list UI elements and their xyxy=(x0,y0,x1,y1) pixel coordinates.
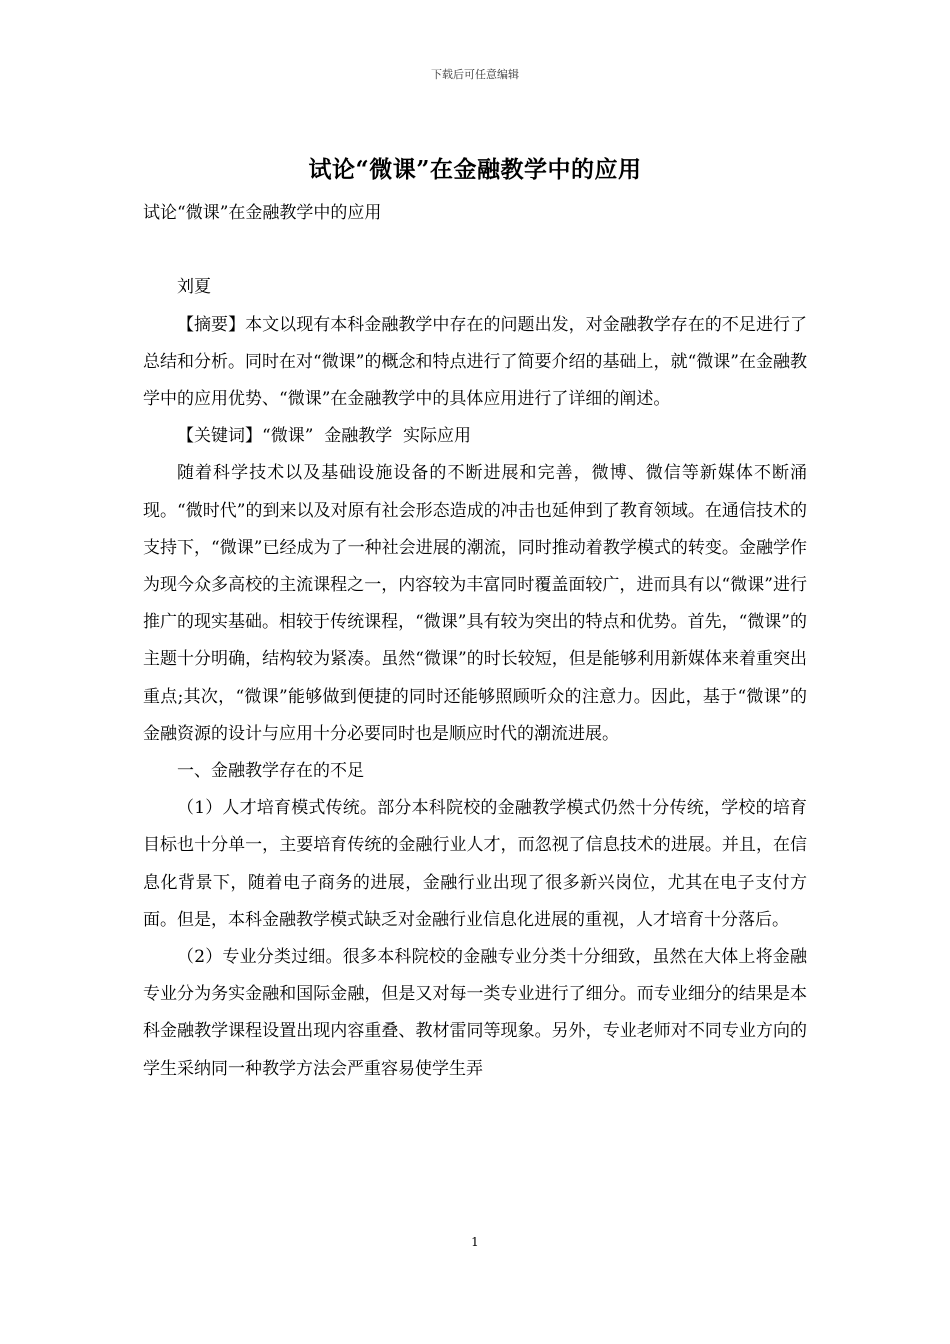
author-name: 刘夏 xyxy=(177,277,211,298)
document-subtitle: 试论“微课”在金融教学中的应用 xyxy=(143,203,382,223)
section-heading: 一、金融教学存在的不足 xyxy=(177,761,364,782)
document-body xyxy=(143,195,807,1088)
blank-line xyxy=(143,232,807,269)
document-title: 试论“微课”在金融教学中的应用 xyxy=(308,156,642,183)
body-paragraph: （2）专业分类过细。很多本科院校的金融专业分类十分细致，虽然在大体上将金融专业分为务实金融和国际金融，但是又对每一类专业进行了细分。而专业细分的结果是本科金融教学课程设置出现内容重叠、教材雷同等现象。另外，专业老师对不同专业方向的学生采纳同一种教学方法会严重容易使学生弄 xyxy=(143,947,807,1079)
page-header: 下载后可任意编辑 xyxy=(431,68,519,81)
body-paragraph: （1）人才培育模式传统。部分本科院校的金融教学模式仍然十分传统，学校的培育目标也十分单一，主要培育传统的金融行业人才，而忽视了信息技术的进展。并且，在信息化背景下，随着电子商务的进展，金融行业出现了很多新兴岗位，尤其在电子支付方面。但是，本科金融教学模式缺乏对金融行业信息化进展的重视，人才培育十分落后。 xyxy=(143,798,807,930)
page-number: 1 xyxy=(471,1235,479,1249)
abstract-paragraph: 【摘要】本文以现有本科金融教学中存在的问题出发，对金融教学存在的不足进行了总结和分析。同时在对“微课”的概念和特点进行了简要介绍的基础上，就“微课”在金融教学中的应用优势、“微课”在金融教学中的具体应用进行了详细的阐述。 xyxy=(143,314,807,409)
keywords-paragraph: 【关键词】“微课” 金融教学 实际应用 xyxy=(177,426,471,447)
intro-paragraph: 随着科学技术以及基础设施设备的不断进展和完善，微博、微信等新媒体不断涌现。“微时代”的到来以及对原有社会形态造成的冲击也延伸到了教育领域。在通信技术的支持下，“微课”已经成为了一种社会进展的潮流，同时推动着教学模式的转变。金融学作为现今众多高校的主流课程之一，内容较为丰富同时覆盖面较广，进而具有以“微课”进行推广的现实基础。相较于传统课程，“微课”具有较为突出的特点和优势。首先，“微课”的主题十分明确，结构较为紧凑。虽然“微课”的时长较短，但是能够利用新媒体来着重突出重点;其次，“微课”能够做到便捷的同时还能够照顾听众的注意力。因此，基于“微课”的金融资源的设计与应用十分必要同时也是顺应时代的潮流进展。 xyxy=(143,463,807,744)
